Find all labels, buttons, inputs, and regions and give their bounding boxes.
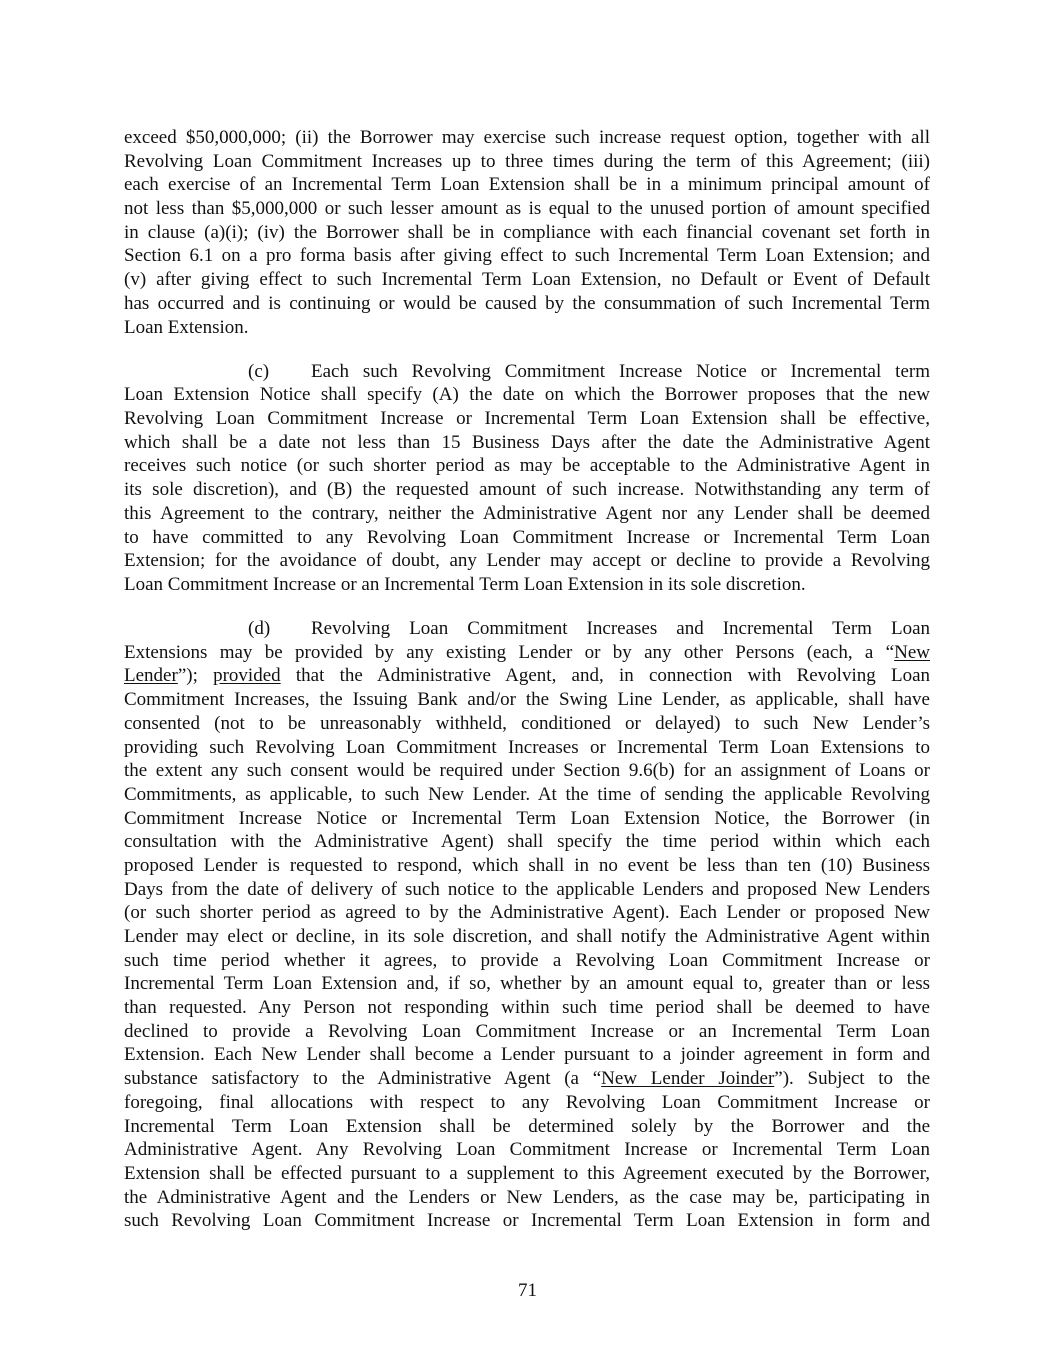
text-run: Commitment Increases, the Issuing Bank and/or the Swing Line Lender, as applicable, shall have: [124, 689, 930, 711]
text-run: Days from the date of delivery of such notice to the applicable Lenders and proposed New Lenders: [124, 878, 930, 900]
text-run: than requested. Any Person not responding within such time period shall be deemed to have: [124, 997, 930, 1019]
document-body: [124, 126, 930, 1253]
text-line: [124, 1186, 930, 1210]
text-run: proposed Lender is requested to respond, which shall in no event be less than ten (10) Business: [124, 854, 930, 876]
text-line: [124, 712, 930, 736]
text-line: [124, 1115, 930, 1139]
text-run: Administrative Agent. Any Revolving Loan Commitment Increase or Incremental Term Loan: [124, 1139, 930, 1161]
text-run: Loan Commitment Increase or an Incremental Term Loan Extension in its sole discretion.: [124, 573, 806, 595]
text-run: has occurred and is continuing or would be caused by the consummation of such Incremental Term: [124, 292, 930, 314]
text-line: [124, 783, 930, 807]
text-line: [124, 807, 930, 831]
text-run: Commitments, as applicable, to such New Lender. At the time of sending the applicable Revolving: [124, 783, 930, 805]
text-run: Extension; for the avoidance of doubt, any Lender may accept or decline to provide a Revolving: [124, 550, 930, 572]
text-run: foregoing, final allocations with respect to any Revolving Loan Commitment Increase or: [124, 1091, 930, 1113]
text-line: [124, 244, 930, 268]
text-line: [124, 996, 930, 1020]
text-line: [124, 173, 930, 197]
text-line: [124, 268, 930, 292]
text-run: Extension. Each New Lender shall become a Lender pursuant to a joinder agreement in form and: [124, 1044, 930, 1066]
text-run: not less than $5,000,000 or such lesser amount as is equal to the unused portion of amount specified: [124, 198, 930, 220]
text-line: [124, 1020, 930, 1044]
text-run: the Administrative Agent and the Lenders or New Lenders, as the case may be, participating in: [124, 1186, 930, 1208]
text-run: Revolving Loan Commitment Increase or Incremental Term Loan Extension shall be effective,: [124, 408, 930, 430]
text-line: [124, 688, 930, 712]
text-run: Lender may elect or decline, in its sole discretion, and shall notify the Administrative Agent within: [124, 926, 930, 947]
text-line: [124, 664, 930, 688]
text-line: [124, 949, 930, 973]
text-run: (or such shorter period as agreed to by the Administrative Agent). Each Lender or proposed New: [124, 902, 930, 924]
text-line: [124, 316, 930, 340]
text-line: [124, 641, 930, 665]
text-line: [124, 383, 930, 407]
text-line: [124, 617, 930, 641]
text-line: [124, 1209, 930, 1233]
text-run: Incremental Term Loan Extension and, if so, whether by an amount equal to, greater than or less: [124, 973, 930, 995]
text-run: which shall be a date not less than 15 Business Days after the date the Administrative Agent: [124, 431, 930, 453]
text-line: [124, 197, 930, 221]
text-line: [124, 901, 930, 925]
text-run: Revolving Loan Commitment Increases and Incremental Term Loan: [311, 618, 930, 640]
text-line: [124, 854, 930, 878]
defined-term: Lender: [124, 665, 178, 687]
text-line: [124, 1067, 930, 1091]
text-line: [124, 360, 930, 384]
text-run: to have committed to any Revolving Loan Commitment Increase or Incremental Term Loan: [124, 526, 930, 548]
text-run: receives such notice (or such shorter period as may be acceptable to the Administrative Agent in: [124, 455, 930, 477]
text-run: its sole discretion), and (B) the requested amount of such increase. Notwithstanding any term of: [124, 479, 930, 501]
paragraph-d: [124, 617, 930, 1233]
section-label: (d): [248, 618, 271, 640]
text-line: [124, 1162, 930, 1186]
page-number: 71: [518, 1280, 537, 1301]
text-line: [124, 1091, 930, 1115]
text-run: such Revolving Loan Commitment Increase or Incremental Term Loan Extension in form and: [124, 1210, 930, 1232]
text-line: [124, 878, 930, 902]
text-run: Extensions may be provided by any existing Lender or by any other Persons (each, a “: [124, 641, 895, 663]
text-line: [124, 1138, 930, 1162]
text-run: consultation with the Administrative Agent) shall specify the time period within which each: [124, 831, 930, 853]
text-run: substance satisfactory to the Administrative Agent (a “: [124, 1068, 602, 1090]
text-run: exceed $50,000,000; (ii) the Borrower may exercise such increase request option, together with all: [124, 127, 930, 148]
text-run: Each such Revolving Commitment Increase Notice or Incremental term: [311, 360, 930, 382]
text-line: [124, 407, 930, 431]
text-line: [124, 431, 930, 455]
text-run: Section 6.1 on a pro forma basis after giving effect to such Incremental Term Loan Extension; and: [124, 245, 930, 267]
text-run: (v) after giving effect to such Incremental Term Loan Extension, no Default or Event of Default: [124, 269, 930, 291]
text-run: ”). Subject to the: [774, 1068, 931, 1090]
text-line: [124, 478, 930, 502]
text-line: [124, 549, 930, 573]
text-line: [124, 759, 930, 783]
text-line: [124, 830, 930, 854]
text-run: Loan Extension Notice shall specify (A) the date on which the Borrower proposes that the new: [124, 384, 930, 406]
text-run: declined to provide a Revolving Loan Commitment Increase or an Incremental Term Loan: [124, 1020, 930, 1042]
text-line: [124, 1043, 930, 1067]
text-line: [124, 221, 930, 245]
defined-term: New: [894, 641, 930, 663]
text-line: [124, 925, 930, 949]
section-label: (c): [248, 360, 270, 382]
text-run: ”);: [177, 665, 214, 687]
text-run: Revolving Loan Commitment Increases up to three times during the term of this Agreement; (iii): [124, 150, 930, 172]
paragraph-c: [124, 360, 930, 597]
defined-term: provided: [213, 665, 281, 687]
text-run: such time period whether it agrees, to provide a Revolving Loan Commitment Increase or: [124, 949, 930, 971]
text-line: [124, 736, 930, 760]
text-line: [124, 502, 930, 526]
text-run: consented (not to be unreasonably withheld, conditioned or delayed) to such New Lender’s: [124, 712, 930, 734]
text-run: each exercise of an Incremental Term Loan Extension shall be in a minimum principal amount of: [124, 174, 930, 196]
text-run: in clause (a)(i); (iv) the Borrower shall be in compliance with each financial covenant set forth in: [124, 221, 930, 243]
text-run: Commitment Increase Notice or Incremental Term Loan Extension Notice, the Borrower (in: [124, 807, 930, 829]
text-run: this Agreement to the contrary, neither the Administrative Agent nor any Lender shall be deemed: [124, 502, 930, 524]
paragraph: [124, 126, 930, 339]
text-line: [124, 292, 930, 316]
text-line: [124, 972, 930, 996]
text-run: providing such Revolving Loan Commitment Increases or Incremental Term Loan Extensions to: [124, 736, 930, 758]
text-run: that the Administrative Agent, and, in connection with Revolving Loan: [280, 665, 930, 687]
text-line: [124, 150, 930, 174]
defined-term: New Lender Joinder: [601, 1068, 775, 1090]
text-line: [124, 526, 930, 550]
text-run: Extension shall be effected pursuant to a supplement to this Agreement executed by the Borrower,: [124, 1162, 930, 1184]
text-run: Incremental Term Loan Extension shall be determined solely by the Borrower and the: [124, 1115, 930, 1137]
text-run: the extent any such consent would be required under Section 9.6(b) for an assignment of Loans or: [124, 760, 930, 782]
text-line: [124, 573, 930, 597]
text-run: Loan Extension.: [124, 316, 249, 338]
text-line: [124, 126, 930, 150]
text-line: [124, 454, 930, 478]
